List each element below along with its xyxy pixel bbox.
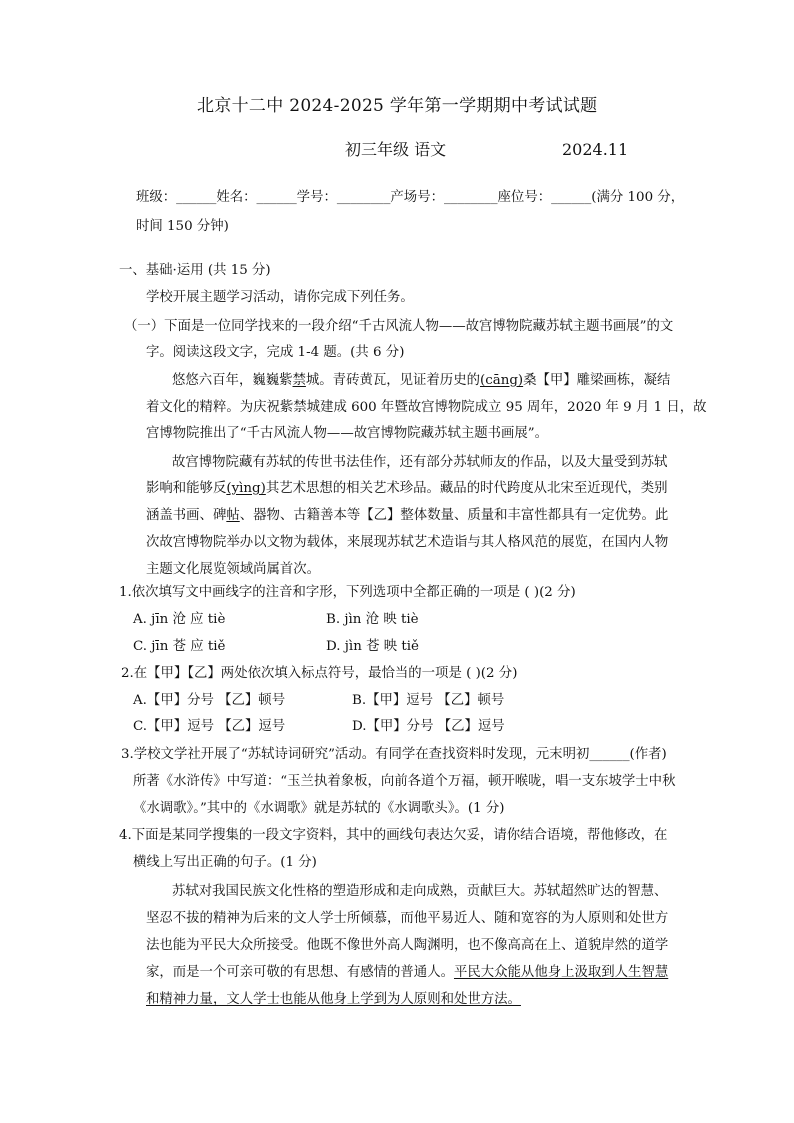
passage-line bbox=[172, 372, 670, 390]
passage-text: 、器物、古籍善本等【乙】整体数量、质量和丰富性都具有一定优势。此 bbox=[239, 508, 669, 523]
question-2-stem: 2.在【甲】【乙】两处依次填入标点符号，最恰当的一项是 ( )(2 分) bbox=[121, 666, 518, 681]
passage-line bbox=[146, 507, 668, 525]
q4-passage-line: 坚忍不拔的精神为后来的文人学士所倾慕，而他平易近人、随和宽容的为人原则和处世方 bbox=[146, 911, 669, 926]
question-3-line: 《水调歌》。”其中的《水调歌》就是苏轼的《水调歌头》。(1 分) bbox=[133, 801, 505, 816]
q1-option-a[interactable]: A. jīn 沧 应 tiè bbox=[133, 612, 226, 627]
passage-line: 故宫博物院藏有苏轼的传世书法佳作，还有部分苏轼师友的作品，以及大量受到苏轼 bbox=[172, 455, 668, 470]
passage-text: 其艺术思想的相关艺术珍品。藏品的时代跨度从北宋至近现代，类别 bbox=[265, 481, 668, 496]
passage-line bbox=[146, 480, 668, 498]
underlined-char: 帖 bbox=[226, 508, 240, 523]
part-instruction-2: 字。阅读这段文字，完成 1-4 题。(共 6 分) bbox=[146, 345, 405, 360]
underlined-char: 禁 bbox=[292, 373, 306, 388]
q4-passage-line bbox=[146, 964, 668, 982]
question-3-line: 所著《水浒传》中写道：“玉兰执着象板，向前各道个万福，顿开喉咙，唱一支东坡学士中秋 bbox=[133, 774, 676, 789]
question-1-stem: 1.依次填写文中画线字的注音和字形，下列选项中全都正确的一项是 ( )(2 分) bbox=[119, 585, 576, 600]
student-info-line: 班级：______姓名：______学号：________产场号：________座位号：______(满分 100 分， bbox=[136, 190, 685, 205]
q2-option-b[interactable]: B.【甲】逗号 【乙】顿号 bbox=[352, 693, 505, 708]
pinyin-annotation: (yìng) bbox=[226, 481, 266, 496]
q2-option-d[interactable]: D.【甲】分号 【乙】逗号 bbox=[352, 719, 505, 734]
passage-line: 主题文化展览领域尚属首次。 bbox=[146, 562, 321, 577]
part-instruction: （一）下面是一位同学找来的一段介绍“千古风流人物——故宫博物院藏苏轼主题书画展”的文 bbox=[124, 319, 674, 334]
passage-line: 着文化的精粹。为庆祝紫禁城建成 600 年暨故宫博物院成立 95 周年，2020 年 9 月 1 日，故 bbox=[146, 400, 707, 415]
passage-text: 家，而是一个可亲可敬的有思想、有感情的普通人。 bbox=[146, 965, 454, 980]
passage-text: 影响和能够反 bbox=[146, 481, 227, 496]
exam-date: 2024.11 bbox=[562, 140, 629, 159]
q2-option-c[interactable]: C.【甲】逗号 【乙】逗号 bbox=[133, 719, 286, 734]
q2-option-a[interactable]: A.【甲】分号 【乙】顿号 bbox=[133, 693, 286, 708]
section-heading: 一、基础·运用 (共 15 分) bbox=[119, 263, 271, 278]
q4-passage-line: 苏轼对我国民族文化性格的塑造形成和走向成熟，贡献巨大。苏轼超然旷达的智慧、 bbox=[172, 884, 668, 899]
page-title: 北京十二中 2024-2025 学年第一学期期中考试试题 bbox=[197, 96, 598, 116]
q1-option-c[interactable]: C. jīn 苍 应 tiě bbox=[133, 639, 226, 654]
passage-text: 涵盖书画、碑 bbox=[146, 508, 227, 523]
underlined-sentence: 和精神力量，文人学士也能从他身上学到为人原则和处世方法。 bbox=[146, 992, 521, 1007]
q1-option-d[interactable]: D. jìn 苍 映 tiě bbox=[326, 639, 419, 654]
question-3-stem: 3.学校文学社开展了“苏轼诗词研究”活动。有同学在查找资料时发现，元末明初______(作者) bbox=[121, 747, 667, 762]
question-4-line: 横线上写出正确的句子。(1 分) bbox=[133, 855, 317, 870]
underlined-sentence: 平民大众能从他身上汲取到人生智慧 bbox=[453, 965, 669, 980]
question-4-stem: 4.下面是某同学搜集的一段文字资料，其中的画线句表达欠妥，请你结合语境，帮他修改，在 bbox=[119, 828, 668, 843]
passage-line: 宫博物院推出了“千古风流人物——故宫博物院藏苏轼主题书画展”。 bbox=[146, 426, 549, 441]
q1-option-b[interactable]: B. jìn 沧 映 tiè bbox=[326, 612, 419, 627]
student-info-line-2: 时间 150 分钟) bbox=[136, 219, 229, 234]
passage-line: 次故宫博物院举办以文物为载体，来展现苏轼艺术造诣与其人格风范的展览，在国内人物 bbox=[146, 535, 669, 550]
q4-passage-line: 法也能为平民大众所接受。他既不像世外高人陶渊明，也不像高高在上、道貌岸然的道学 bbox=[146, 938, 669, 953]
pinyin-annotation: (cāng) bbox=[479, 373, 524, 388]
section-intro: 学校开展主题学习活动，请你完成下列任务。 bbox=[146, 290, 414, 305]
grade-subject: 初三年级 语文 bbox=[345, 140, 447, 159]
passage-text: 城。青砖黄瓦，见证着历史的 bbox=[305, 373, 480, 388]
passage-text: 悠悠六百年，巍巍紫 bbox=[172, 373, 293, 388]
passage-text: 桑【甲】雕梁画栋，凝结 bbox=[523, 373, 671, 388]
